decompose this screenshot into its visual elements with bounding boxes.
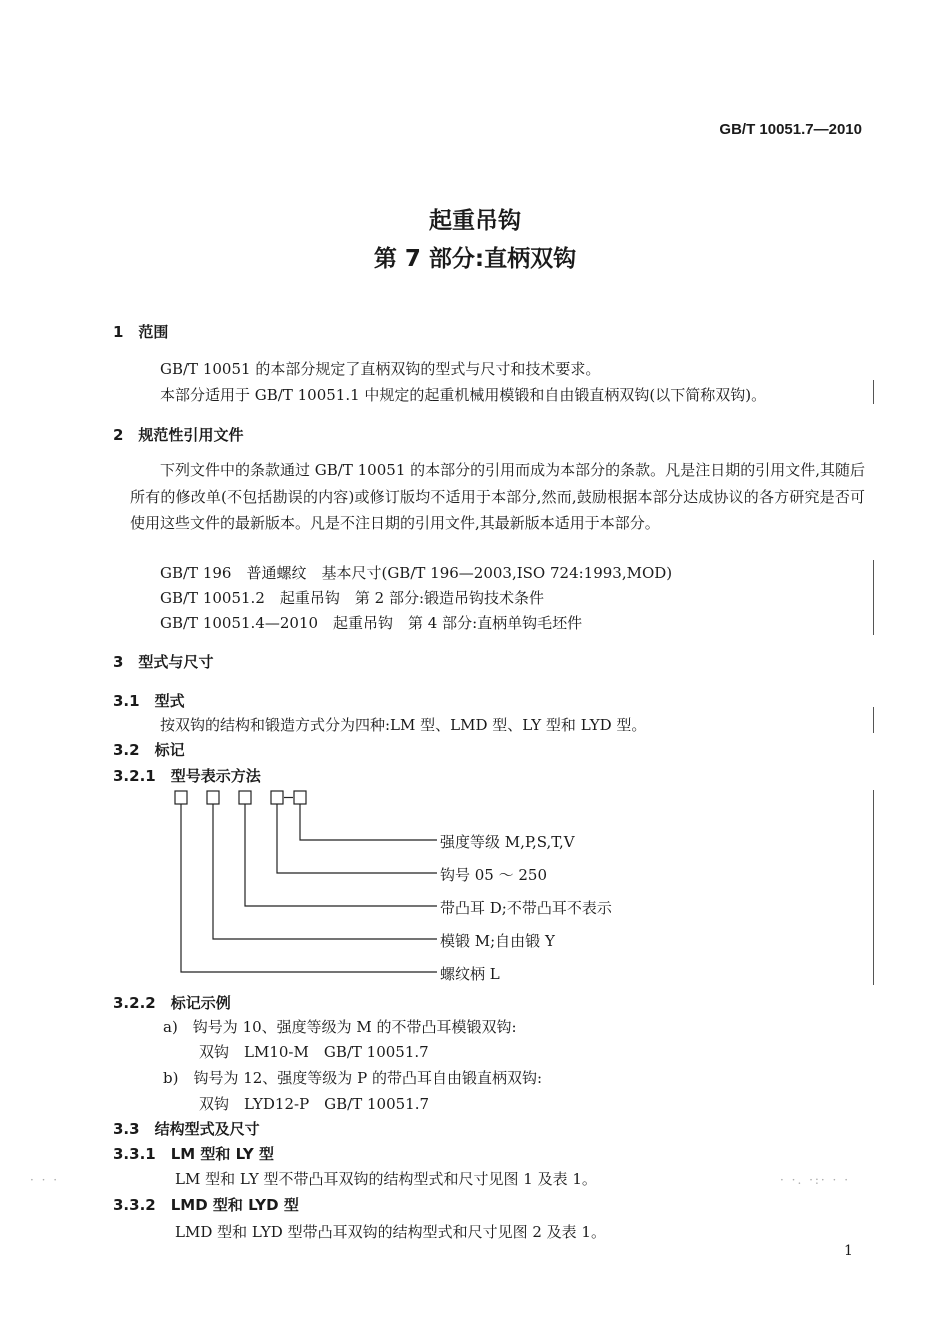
label-hook-number: 钩号 05 ～ 250 (440, 866, 548, 884)
box-2 (207, 791, 219, 804)
reference-1: GB/T 196 普通螺纹 基本尺寸(GB/T 196—2003,ISO 724:1993,MOD) (160, 564, 673, 582)
section-3-3-1-para: LM 型和 LY 型不带凸耳双钩的结构型式和尺寸见图 1 及表 1。 (175, 1170, 597, 1188)
page-number: 1 (844, 1243, 853, 1259)
label-forging-method: 模锻 M;自由锻 Y (440, 932, 555, 950)
margin-change-bar (873, 380, 874, 404)
section-2-paragraph: 下列文件中的条款通过 GB/T 10051 的本部分的引用而成为本部分的条款。凡是注日期的引用文件,其随后所有的修改单(不包括勘误的内容)或修订版均不适用于本部分,然而,鼓励根据本部分达成协议的各方研究是否可使用这些文件的最新版本。凡是不注日期的引用文件,其最新版本适用于本部分。 (130, 461, 865, 532)
section-3-2-2-heading: 3.2.2 标记示例 (113, 994, 231, 1012)
section-3-2-1-heading: 3.2.1 型号表示方法 (113, 767, 261, 785)
label-strength-grade: 强度等级 M,P,S,T,V (440, 833, 575, 851)
document-title: 起重吊钩 (429, 208, 521, 234)
example-b: b) 钩号为 12、强度等级为 P 的带凸耳自由锻直柄双钩: (163, 1069, 542, 1087)
example-a: a) 钩号为 10、强度等级为 M 的不带凸耳模锻双钩: (163, 1018, 517, 1036)
reference-3: GB/T 10051.4—2010 起重吊钩 第 4 部分:直柄单钩毛坯件 (160, 614, 583, 632)
standard-number: GB/T 10051.7—2010 (719, 121, 862, 138)
box-1 (175, 791, 187, 804)
section-3-1-heading: 3.1 型式 (113, 692, 185, 710)
section-3-3-1-heading: 3.3.1 LM 型和 LY 型 (113, 1145, 274, 1163)
example-a-marking: 双钩 LM10-M GB/T 10051.7 (199, 1043, 429, 1061)
scan-noise: · · · (30, 1173, 60, 1187)
leader-forging (213, 804, 437, 939)
section-3-1-para: 按双钩的结构和锻造方式分为四种:LM 型、LMD 型、LY 型和 LYD 型。 (160, 716, 647, 734)
leader-lug (245, 804, 437, 906)
leader-strength (300, 804, 437, 840)
leader-hook-no (277, 804, 437, 873)
section-1-heading: 1 范围 (113, 323, 169, 341)
section-1-para-1: GB/T 10051 的本部分规定了直柄双钩的型式与尺寸和技术要求。 (160, 360, 601, 378)
section-3-3-2-para: LMD 型和 LYD 型带凸耳双钩的结构型式和尺寸见图 2 及表 1。 (175, 1223, 606, 1241)
section-3-3-heading: 3.3 结构型式及尺寸 (113, 1120, 260, 1138)
section-3-3-2-heading: 3.3.2 LMD 型和 LYD 型 (113, 1196, 299, 1214)
section-1-para-2: 本部分适用于 GB/T 10051.1 中规定的起重机械用模锻和自由锻直柄双钩(以下简称双钩)。 (160, 386, 767, 404)
label-threaded-shank: 螺纹柄 L (440, 965, 500, 983)
margin-change-bar (873, 560, 874, 635)
scan-noise: · ·. ·:· · · (780, 1173, 851, 1187)
section-3-2-heading: 3.2 标记 (113, 741, 185, 759)
label-lug: 带凸耳 D;不带凸耳不表示 (440, 899, 612, 917)
designation-diagram (165, 785, 665, 990)
box-3 (239, 791, 251, 804)
example-b-marking: 双钩 LYD12-P GB/T 10051.7 (199, 1095, 430, 1113)
margin-change-bar (873, 707, 874, 733)
document-subtitle: 第 7 部分:直柄双钩 (373, 246, 577, 272)
reference-2: GB/T 10051.2 起重吊钩 第 2 部分:锻造吊钩技术条件 (160, 589, 544, 607)
section-2-heading: 2 规范性引用文件 (113, 426, 244, 444)
box-5 (294, 791, 306, 804)
box-4 (271, 791, 283, 804)
margin-change-bar (873, 790, 874, 985)
section-3-heading: 3 型式与尺寸 (113, 653, 214, 671)
leader-thread (181, 804, 437, 972)
